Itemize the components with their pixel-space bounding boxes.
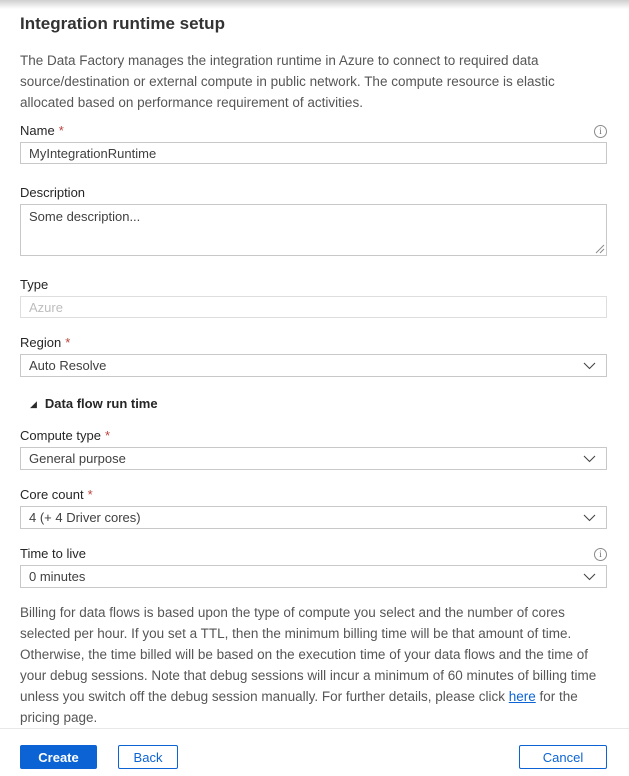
- core-count-field: [20, 487, 607, 529]
- description-field: [20, 185, 607, 256]
- cancel-button[interactable]: Cancel: [519, 745, 607, 769]
- core-count-select-value: 4 (+ 4 Driver cores): [29, 510, 141, 525]
- data-flow-runtime-label: Data flow run time: [44, 396, 158, 411]
- type-label: Type: [20, 277, 49, 292]
- required-asterisk: *: [104, 428, 110, 443]
- time-to-live-field: [20, 546, 607, 588]
- expander-icon: ◢: [30, 398, 37, 409]
- time-to-live-select[interactable]: [20, 565, 607, 588]
- required-asterisk: *: [87, 487, 93, 502]
- compute-type-label: Compute type *: [20, 428, 110, 443]
- time-to-live-label: Time to live: [20, 546, 86, 561]
- required-asterisk: *: [65, 335, 71, 350]
- region-select-value: Auto Resolve: [29, 358, 107, 373]
- page-title: Integration runtime setup: [20, 14, 225, 33]
- region-select[interactable]: [20, 354, 607, 377]
- core-count-label: Core count *: [20, 487, 93, 502]
- info-icon[interactable]: i: [594, 125, 607, 138]
- name-field: [20, 123, 607, 164]
- resize-handle-icon[interactable]: [595, 244, 605, 254]
- back-button[interactable]: Back: [118, 745, 178, 769]
- pricing-page-link[interactable]: here: [508, 689, 536, 704]
- name-label: Name *: [20, 123, 64, 138]
- billing-text-after: for the pricing page.: [20, 689, 578, 725]
- compute-type-select-value: General purpose: [29, 451, 126, 466]
- chevron-down-icon: [583, 573, 596, 581]
- chevron-down-icon: [583, 514, 596, 522]
- name-input[interactable]: [20, 142, 607, 164]
- intro-text: The Data Factory manages the integration runtime in Azure to connect to required data source/destination or external compute in public network. The compute resource is elastic allocated based on performance requirement of activities.: [20, 53, 555, 110]
- chevron-down-icon: [583, 362, 596, 370]
- time-to-live-select-value: 0 minutes: [29, 569, 86, 584]
- required-asterisk: *: [58, 123, 64, 138]
- region-field: [20, 335, 607, 377]
- type-input: [20, 296, 607, 318]
- data-flow-runtime-expander[interactable]: [30, 396, 607, 411]
- info-icon[interactable]: i: [594, 548, 607, 561]
- core-count-select[interactable]: [20, 506, 607, 529]
- create-button[interactable]: Create: [20, 745, 97, 769]
- billing-note: [20, 602, 607, 728]
- footer-action-bar: [0, 728, 629, 776]
- description-label: Description: [20, 185, 86, 200]
- type-field: [20, 277, 607, 318]
- description-textarea[interactable]: [20, 204, 607, 256]
- compute-type-field: [20, 428, 607, 470]
- chevron-down-icon: [583, 455, 596, 463]
- billing-text: Billing for data flows is based upon the type of compute you select and the number of cores selected per hour. If you set a TTL, then the minimum billing time will be that amount of time. Otherwise, the time billed will be based on the execution time of your data flows and the time of your debug sessions. Note that debug sessions will incur a minimum of 60 minutes of billing time unless you switch off the debug session manually. For further details, please click: [20, 605, 597, 704]
- region-label: Region *: [20, 335, 71, 350]
- compute-type-select[interactable]: [20, 447, 607, 470]
